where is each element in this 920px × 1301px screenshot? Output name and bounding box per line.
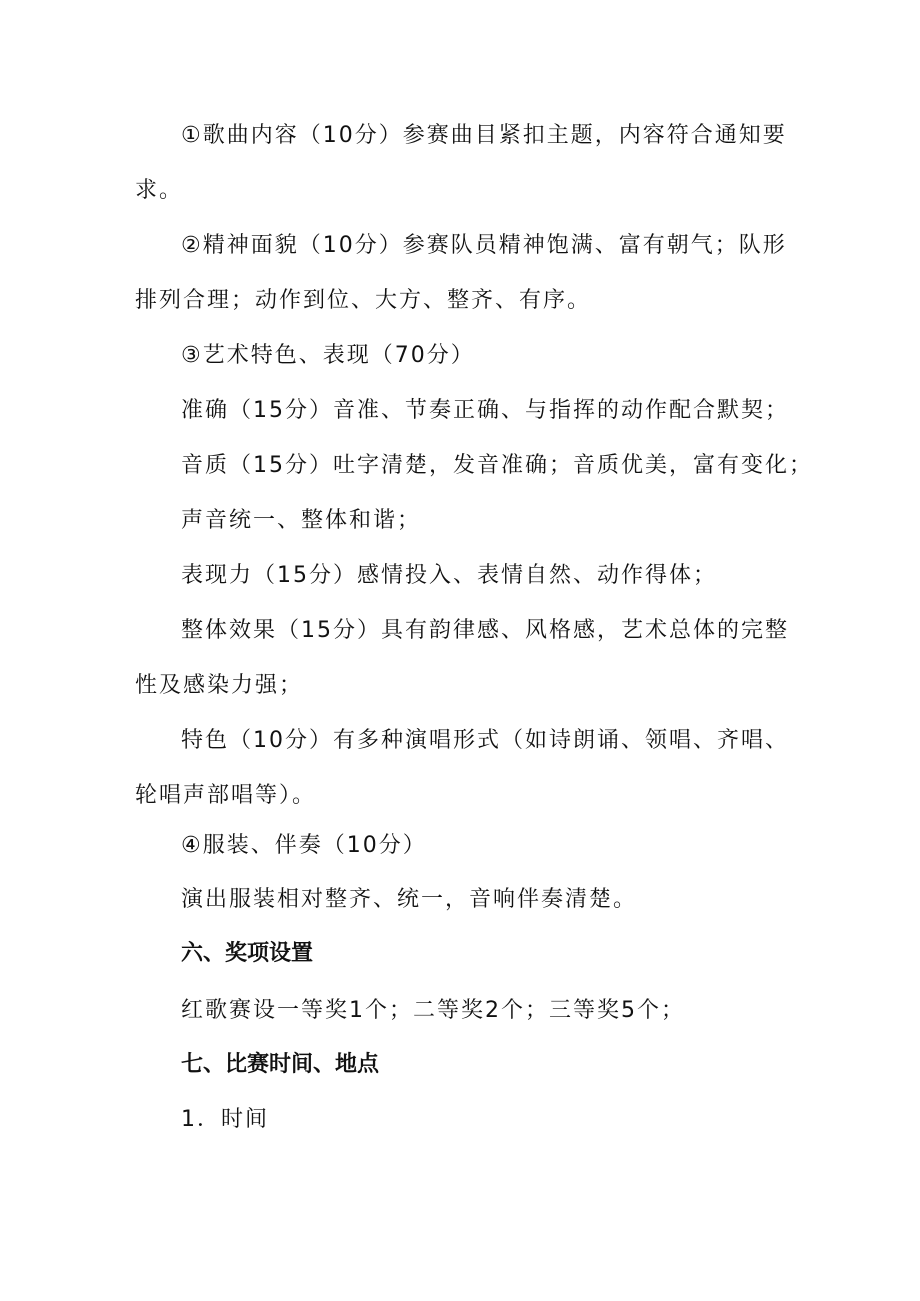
criterion-overall-effect: 整体效果（15分）具有韵律感、风格感，艺术总体的完整性及感染力强；	[135, 618, 789, 698]
criterion-harmony: 声音统一、整体和谐；	[181, 508, 422, 533]
section-time-item: 1．时间	[181, 1107, 269, 1132]
section-time-place-heading: 七、比赛时间、地点	[181, 1052, 380, 1077]
criterion-accuracy: 准确（15分）音准、节奏正确、与指挥的动作配合默契；	[181, 398, 789, 423]
section-awards-heading: 六、奖项设置	[181, 941, 314, 966]
criterion-expression: 表现力（15分）感情投入、表情自然、动作得体；	[181, 563, 717, 588]
section-awards-text: 红歌赛设一等奖1个；二等奖2个；三等奖5个；	[181, 998, 685, 1023]
criterion-spirit: ②精神面貌（10分）参赛队员精神饱满、富有朝气；队形排列合理；动作到位、大方、整齐、有序。	[135, 233, 787, 313]
criterion-costume-text: 演出服装相对整齐、统一，音响伴奏清楚。	[181, 887, 638, 912]
criterion-costume-title: ④服装、伴奏（10分）	[181, 833, 427, 858]
criterion-tone: 音质（15分）吐字清楚，发音准确；音质优美，富有变化；	[181, 453, 813, 478]
criterion-song-content: ①歌曲内容（10分）参赛曲目紧扣主题，内容符合通知要求。	[135, 123, 787, 203]
criterion-feature: 特色（10分）有多种演唱形式（如诗朗诵、领唱、齐唱、轮唱声部唱等）。	[135, 728, 789, 808]
criterion-artistic-title: ③艺术特色、表现（70分）	[181, 343, 475, 368]
